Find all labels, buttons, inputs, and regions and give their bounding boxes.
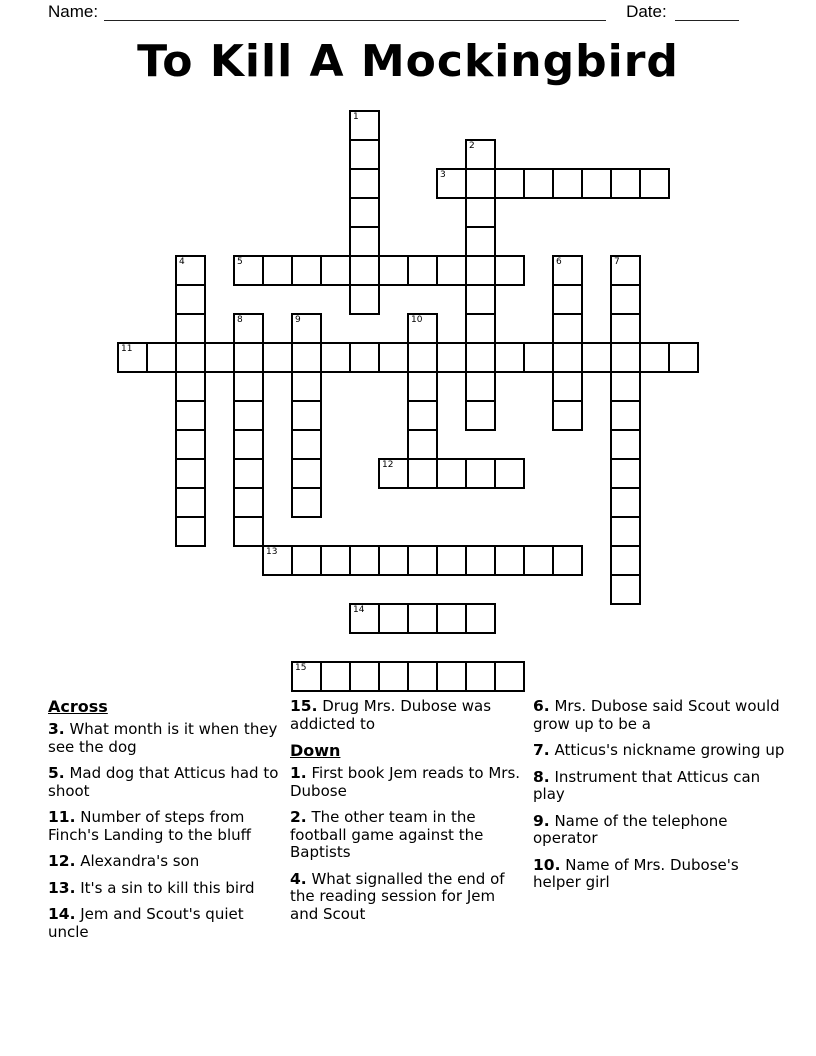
grid-cell[interactable] xyxy=(436,545,467,576)
clue-down-4: 4. What signalled the end of the reading session for Jem and Scout xyxy=(290,869,505,923)
cell-number: 3 xyxy=(440,170,446,180)
grid-cell[interactable] xyxy=(610,458,641,489)
grid-cell[interactable] xyxy=(436,458,467,489)
grid-cell[interactable] xyxy=(552,342,583,373)
grid-cell[interactable] xyxy=(175,400,206,431)
grid-cell[interactable] xyxy=(610,313,641,344)
grid-cell[interactable] xyxy=(378,255,409,286)
grid-cell[interactable] xyxy=(465,458,496,489)
clue-across-12: 12. Alexandra's son xyxy=(48,852,200,870)
grid-cell[interactable] xyxy=(146,342,177,373)
grid-cell[interactable] xyxy=(320,545,351,576)
clues-column-right xyxy=(533,698,791,901)
grid-cell[interactable] xyxy=(175,371,206,402)
grid-cell[interactable] xyxy=(291,400,322,431)
grid-cell[interactable] xyxy=(320,255,351,286)
grid-cell[interactable] xyxy=(465,371,496,402)
grid-cell[interactable] xyxy=(233,342,264,373)
grid-cell[interactable] xyxy=(407,545,438,576)
clue-down-6: 6. Mrs. Dubose said Scout would grow up to be a xyxy=(533,697,780,733)
clue-across-15: 15. Drug Mrs. Dubose was addicted to xyxy=(290,697,492,733)
clue-number: 4. xyxy=(290,869,307,888)
name-label: Name: xyxy=(48,2,99,21)
grid-cell[interactable] xyxy=(465,168,496,199)
grid-cell[interactable] xyxy=(581,342,612,373)
clue-number: 13. xyxy=(48,878,76,897)
cell-number: 4 xyxy=(179,257,185,267)
grid-cell[interactable] xyxy=(465,400,496,431)
cell-number: 10 xyxy=(411,315,423,325)
crossword-grid xyxy=(117,110,699,692)
grid-cell[interactable] xyxy=(552,168,583,199)
grid-cell[interactable] xyxy=(465,197,496,228)
grid-cell[interactable] xyxy=(552,313,583,344)
cell-number: 12 xyxy=(382,460,394,470)
grid-cell[interactable] xyxy=(320,661,351,692)
grid-cell[interactable] xyxy=(436,603,467,634)
cell-number: 6 xyxy=(556,257,562,267)
clue-number: 6. xyxy=(533,697,550,715)
grid-cell[interactable] xyxy=(465,661,496,692)
grid-cell[interactable] xyxy=(233,313,264,344)
grid-cell[interactable] xyxy=(378,603,409,634)
grid-cell[interactable] xyxy=(349,226,380,257)
clue-down-9: 9. Name of the telephone operator xyxy=(533,811,728,847)
cell-number: 15 xyxy=(295,663,307,673)
grid-cell[interactable] xyxy=(291,429,322,460)
grid-cell[interactable] xyxy=(175,429,206,460)
grid-cell[interactable] xyxy=(494,342,525,373)
grid-cell[interactable] xyxy=(378,342,409,373)
grid-cell[interactable] xyxy=(349,168,380,199)
grid-cell[interactable] xyxy=(552,371,583,402)
grid-cell[interactable] xyxy=(465,545,496,576)
down-heading: Down xyxy=(290,741,341,760)
clue-number: 5. xyxy=(48,764,65,782)
grid-cell[interactable] xyxy=(436,342,467,373)
grid-cell[interactable] xyxy=(378,458,409,489)
grid-cell[interactable] xyxy=(233,516,264,547)
grid-cell[interactable] xyxy=(349,139,380,170)
grid-cell[interactable] xyxy=(465,226,496,257)
clue-number: 15. xyxy=(290,697,318,715)
grid-cell[interactable] xyxy=(610,400,641,431)
grid-cell[interactable] xyxy=(436,168,467,199)
clue-across-14: 14. Jem and Scout's quiet uncle xyxy=(48,905,244,941)
cell-number: 1 xyxy=(353,112,359,122)
grid-cell[interactable] xyxy=(610,255,641,286)
grid-cell[interactable] xyxy=(320,342,351,373)
grid-cell[interactable] xyxy=(436,661,467,692)
cell-number: 7 xyxy=(614,257,620,267)
clue-number: 8. xyxy=(533,767,550,786)
grid-cell[interactable] xyxy=(175,516,206,547)
grid-cell[interactable] xyxy=(465,342,496,373)
grid-cell[interactable] xyxy=(262,342,293,373)
grid-cell[interactable] xyxy=(262,255,293,286)
grid-cell[interactable] xyxy=(204,342,235,373)
clue-number: 1. xyxy=(290,764,307,782)
grid-cell[interactable] xyxy=(349,197,380,228)
clue-across-5: 5. Mad dog that Atticus had to shoot xyxy=(48,764,279,800)
grid-cell[interactable] xyxy=(291,313,322,344)
grid-cell[interactable] xyxy=(175,487,206,518)
grid-cell[interactable] xyxy=(610,516,641,547)
grid-cell[interactable] xyxy=(262,545,293,576)
cell-number: 9 xyxy=(295,315,301,325)
clue-across-11: 11. Number of steps from Finch's Landing to the bluff xyxy=(48,808,251,844)
grid-cell[interactable] xyxy=(233,487,264,518)
cell-number: 2 xyxy=(469,141,475,151)
grid-cell[interactable] xyxy=(668,342,699,373)
grid-cell[interactable] xyxy=(610,371,641,402)
clue-number: 12. xyxy=(48,852,76,870)
grid-cell[interactable] xyxy=(552,284,583,315)
grid-cell[interactable] xyxy=(233,400,264,431)
grid-cell[interactable] xyxy=(436,255,467,286)
grid-cell[interactable] xyxy=(117,342,148,373)
grid-cell[interactable] xyxy=(610,487,641,518)
grid-cell[interactable] xyxy=(494,661,525,692)
grid-cell[interactable] xyxy=(465,255,496,286)
grid-cell[interactable] xyxy=(552,255,583,286)
grid-cell[interactable] xyxy=(610,342,641,373)
grid-cell[interactable] xyxy=(233,429,264,460)
name-input-line[interactable] xyxy=(104,3,606,21)
grid-cell[interactable] xyxy=(523,545,554,576)
grid-cell[interactable] xyxy=(175,458,206,489)
grid-cell[interactable] xyxy=(291,545,322,576)
grid-cell[interactable] xyxy=(639,342,670,373)
clues-column-middle xyxy=(290,698,525,932)
grid-cell[interactable] xyxy=(233,371,264,402)
clue-number: 14. xyxy=(48,905,76,923)
clue-down-8: 8. Instrument that Atticus can play xyxy=(533,767,761,803)
grid-cell[interactable] xyxy=(175,342,206,373)
grid-cell[interactable] xyxy=(407,255,438,286)
grid-cell[interactable] xyxy=(378,661,409,692)
grid-cell[interactable] xyxy=(349,603,380,634)
page-title: To Kill A Mockingbird xyxy=(137,36,679,87)
grid-cell[interactable] xyxy=(407,603,438,634)
grid-cell[interactable] xyxy=(349,661,380,692)
clue-number: 9. xyxy=(533,811,550,830)
grid-cell[interactable] xyxy=(291,661,322,692)
clue-number: 3. xyxy=(48,720,65,738)
clue-number: 2. xyxy=(290,808,307,826)
grid-cell[interactable] xyxy=(233,458,264,489)
grid-cell[interactable] xyxy=(349,342,380,373)
grid-cell[interactable] xyxy=(465,313,496,344)
grid-cell[interactable] xyxy=(465,603,496,634)
cell-number: 13 xyxy=(266,547,278,557)
grid-cell[interactable] xyxy=(349,255,380,286)
cell-number: 14 xyxy=(353,605,365,615)
clue-number: 10. xyxy=(533,855,561,874)
grid-cell[interactable] xyxy=(494,545,525,576)
worksheet-header xyxy=(48,2,768,21)
grid-cell[interactable] xyxy=(407,313,438,344)
clue-down-10: 10. Name of Mrs. Dubose's helper girl xyxy=(533,855,739,891)
grid-cell[interactable] xyxy=(494,168,525,199)
grid-cell[interactable] xyxy=(639,168,670,199)
grid-cell[interactable] xyxy=(291,487,322,518)
grid-cell[interactable] xyxy=(610,545,641,576)
grid-cell[interactable] xyxy=(523,342,554,373)
clue-across-3: 3. What month is it when they see the dog xyxy=(48,720,278,756)
grid-cell[interactable] xyxy=(175,255,206,286)
across-heading: Across xyxy=(48,697,108,716)
date-input-line[interactable] xyxy=(675,3,739,21)
grid-cell[interactable] xyxy=(233,255,264,286)
grid-cell[interactable] xyxy=(291,255,322,286)
grid-cell[interactable] xyxy=(581,168,612,199)
grid-cell[interactable] xyxy=(407,342,438,373)
grid-cell[interactable] xyxy=(523,168,554,199)
grid-cell[interactable] xyxy=(407,429,438,460)
grid-cell[interactable] xyxy=(407,458,438,489)
grid-cell[interactable] xyxy=(465,284,496,315)
grid-cell[interactable] xyxy=(552,545,583,576)
grid-cell[interactable] xyxy=(291,371,322,402)
grid-cell[interactable] xyxy=(494,458,525,489)
grid-cell[interactable] xyxy=(175,313,206,344)
grid-cell[interactable] xyxy=(610,574,641,605)
cell-number: 8 xyxy=(237,315,243,325)
grid-cell[interactable] xyxy=(465,139,496,170)
cell-number: 5 xyxy=(237,257,243,267)
cell-number: 11 xyxy=(121,344,133,354)
grid-cell[interactable] xyxy=(552,400,583,431)
grid-cell[interactable] xyxy=(349,110,380,141)
clue-across-13: 13. It's a sin to kill this bird xyxy=(48,878,255,897)
clue-number: 7. xyxy=(533,741,550,759)
clues-column-left xyxy=(48,698,280,950)
clue-down-1: 1. First book Jem reads to Mrs. Dubose xyxy=(290,764,521,800)
grid-cell[interactable] xyxy=(610,284,641,315)
grid-cell[interactable] xyxy=(349,284,380,315)
clue-down-7: 7. Atticus's nickname growing up xyxy=(533,741,785,759)
grid-cell[interactable] xyxy=(407,400,438,431)
date-label: Date: xyxy=(626,2,667,21)
grid-cell[interactable] xyxy=(494,255,525,286)
grid-cell[interactable] xyxy=(407,371,438,402)
clue-down-2: 2. The other team in the football game against the Baptists xyxy=(290,808,484,861)
grid-cell[interactable] xyxy=(291,458,322,489)
grid-cell[interactable] xyxy=(610,168,641,199)
grid-cell[interactable] xyxy=(291,342,322,373)
grid-cell[interactable] xyxy=(610,429,641,460)
grid-cell[interactable] xyxy=(378,545,409,576)
grid-cell[interactable] xyxy=(407,661,438,692)
grid-cell[interactable] xyxy=(349,545,380,576)
clue-number: 11. xyxy=(48,808,76,826)
grid-cell[interactable] xyxy=(175,284,206,315)
